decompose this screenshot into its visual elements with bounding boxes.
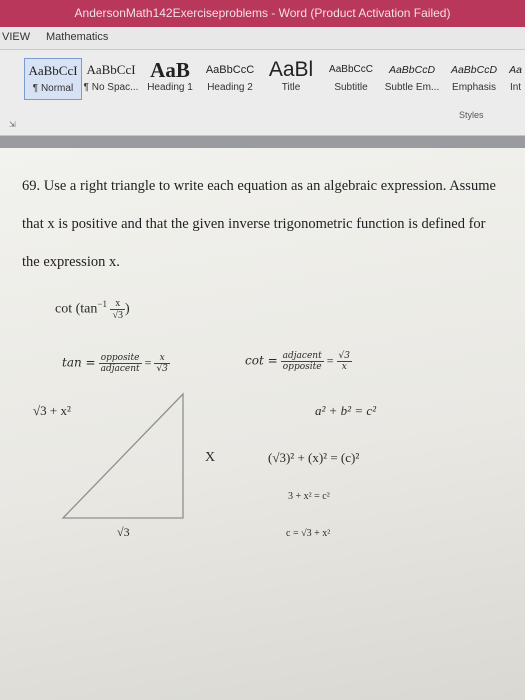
style-subtitle[interactable]	[323, 58, 379, 98]
style-name: Emphasis	[452, 82, 496, 93]
right-triangle	[63, 394, 183, 518]
fraction-denominator: adjacent	[100, 364, 140, 374]
style-name: ¶ No Spac...	[83, 82, 139, 93]
ribbon-tab-bar	[0, 27, 525, 50]
styles-group-label: Styles	[459, 110, 484, 120]
pythagoras-line-3: 3 + x² = c²	[288, 491, 330, 502]
style-heading-2[interactable]	[201, 58, 259, 98]
problem-line-1: 69. Use a right triangle to write each equation as an algebraic expression. Assume	[22, 178, 496, 194]
fraction-numerator: adjacent	[282, 351, 322, 361]
document-page	[0, 148, 525, 700]
style-sample: AaBbCcI	[28, 63, 78, 78]
dialog-launcher-icon[interactable]: ⇲	[9, 120, 16, 129]
style-sample: AaB	[150, 58, 190, 82]
style-intense[interactable]	[506, 58, 525, 98]
style-no-spacing[interactable]	[83, 58, 139, 98]
style-sample: AaBl	[268, 58, 314, 81]
style-sample: AaBbCcD	[450, 64, 498, 76]
fraction-numerator: x	[110, 298, 125, 310]
tab-view[interactable]: VIEW	[2, 31, 31, 43]
hypotenuse-label: √3 + x²	[33, 403, 71, 418]
fraction-numerator: opposite	[99, 353, 142, 364]
fraction-denominator: √3	[156, 364, 168, 374]
document-gutter	[0, 136, 525, 148]
style-name: Int	[509, 82, 522, 93]
fraction-denominator: opposite	[282, 362, 322, 372]
style-subtle-emphasis[interactable]	[382, 58, 442, 98]
style-name: Subtitle	[334, 82, 368, 93]
window-title-bar	[0, 0, 525, 27]
expression-suffix: )	[124, 301, 130, 317]
style-sample: AaBbCcC	[329, 64, 373, 75]
style-sample: Aa	[509, 64, 522, 76]
style-name: Subtle Em...	[384, 82, 440, 93]
adjacent-side-label: √3	[117, 525, 130, 539]
fraction-denominator: √3	[112, 310, 123, 321]
style-sample: AaBbCcI	[86, 62, 136, 77]
tan-lhs: tan =	[62, 355, 96, 370]
opposite-side-label: X	[205, 450, 216, 465]
styles-ribbon	[0, 50, 525, 136]
style-name: Heading 2	[207, 82, 253, 93]
expression-sup: −1	[97, 299, 107, 310]
fraction-numerator: x	[154, 353, 169, 364]
style-name: Heading 1	[147, 82, 193, 93]
pythagoras-line-4: c = √3 + x²	[286, 528, 331, 539]
style-name: ¶ Normal	[32, 83, 74, 94]
tab-mathematics[interactable]: Mathematics	[46, 31, 109, 43]
style-name: Title	[281, 82, 301, 93]
pythagoras-line-2: (√3)² + (x)² = (c)²	[268, 450, 360, 465]
style-normal[interactable]	[24, 58, 82, 100]
style-emphasis[interactable]	[445, 58, 503, 98]
tan-equals: =	[144, 355, 152, 370]
problem-line-2: that x is positive and that the given inverse trigonometric function is defined for	[22, 216, 486, 232]
cot-lhs: cot =	[245, 353, 278, 368]
style-sample: AaBbCcC	[205, 64, 255, 76]
expression-prefix: cot (tan	[55, 301, 98, 317]
style-heading-1[interactable]	[142, 58, 198, 98]
cot-equals: =	[326, 353, 334, 368]
window-title: AndersonMath142Exerciseproblems - Word (Product Activation Failed)	[74, 6, 451, 20]
fraction-numerator: √3	[338, 351, 350, 361]
right-triangle-diagram	[0, 148, 525, 700]
problem-line-3: the expression x.	[22, 254, 120, 270]
style-title[interactable]	[262, 58, 320, 98]
style-sample: AaBbCcD	[388, 64, 436, 76]
fraction-denominator: x	[341, 362, 347, 372]
pythagoras-line-1: a² + b² = c²	[315, 403, 377, 418]
